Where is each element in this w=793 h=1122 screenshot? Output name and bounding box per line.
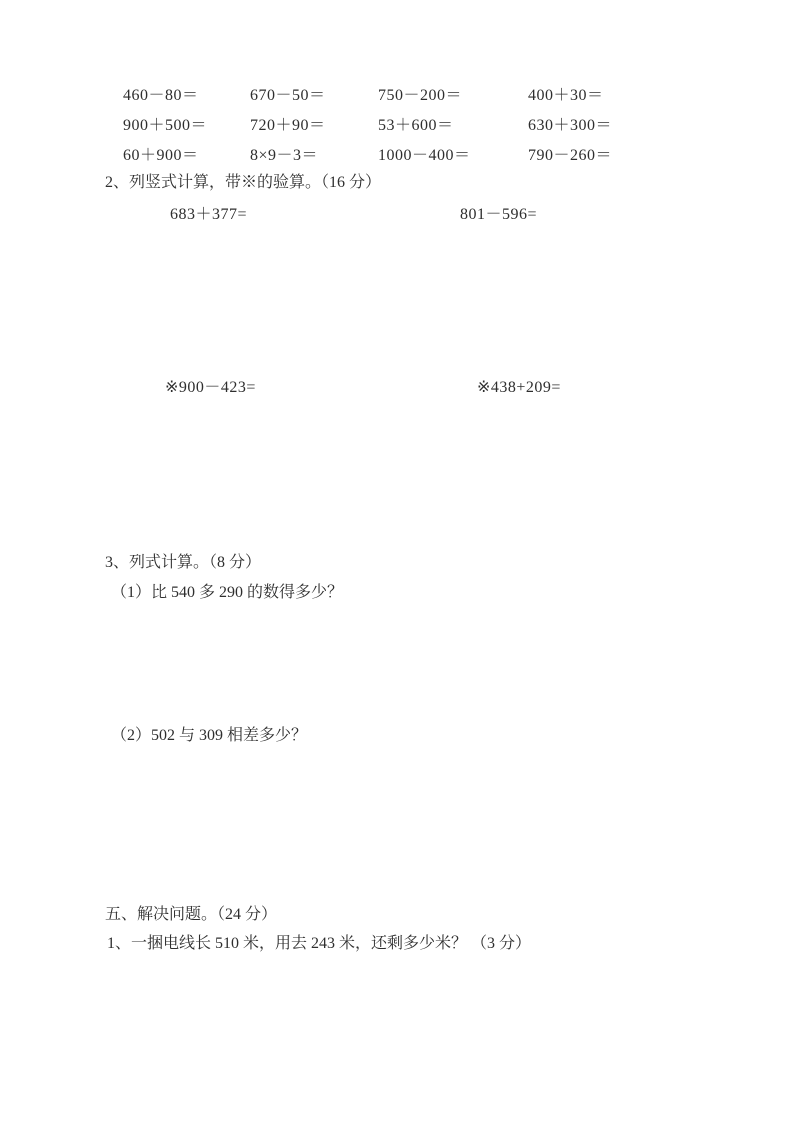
oral-calc-item: 750－200＝ xyxy=(378,87,463,104)
oral-calc-item: 53＋600＝ xyxy=(378,117,454,134)
problem-solving-heading: 五、解决问题。（24 分） xyxy=(105,906,278,923)
oral-calc-item: 60＋900＝ xyxy=(123,147,199,164)
problem-solving-problem-1: 1、一捆电线长 510 米，用去 243 米，还剩多少米？ （3 分） xyxy=(107,935,532,952)
oral-calc-row-2 xyxy=(123,115,753,137)
expression-calc-question-2: （2）502 与 309 相差多少？ xyxy=(111,727,308,744)
oral-calc-item: 670－50＝ xyxy=(250,87,326,104)
oral-calc-item: 790－260＝ xyxy=(528,147,613,164)
oral-calc-row-3 xyxy=(123,145,753,167)
oral-calc-row-1 xyxy=(123,85,753,107)
oral-calc-item: 900＋500＝ xyxy=(123,117,208,134)
oral-calc-item: 630＋300＝ xyxy=(528,117,613,134)
oral-calc-item: 720＋90＝ xyxy=(250,117,326,134)
oral-calc-item: 400＋30＝ xyxy=(528,87,604,104)
oral-calc-item: 1000－400＝ xyxy=(378,147,471,164)
oral-calc-item: 460－80＝ xyxy=(123,87,199,104)
oral-calc-item: 8×9－3＝ xyxy=(250,147,319,164)
vertical-calc-problem-2: 801－596= xyxy=(460,206,538,223)
expression-calc-heading: 3、列式计算。（8 分） xyxy=(105,554,262,571)
vertical-calc-problem-3: ※900－423= xyxy=(165,379,256,396)
vertical-calc-heading: 2、列竖式计算，带※的验算。（16 分） xyxy=(105,174,382,191)
expression-calc-question-1: （1）比 540 多 290 的数得多少？ xyxy=(111,584,344,601)
vertical-calc-problem-4: ※438+209= xyxy=(477,379,561,396)
vertical-calc-problem-1: 683＋377= xyxy=(170,206,248,223)
